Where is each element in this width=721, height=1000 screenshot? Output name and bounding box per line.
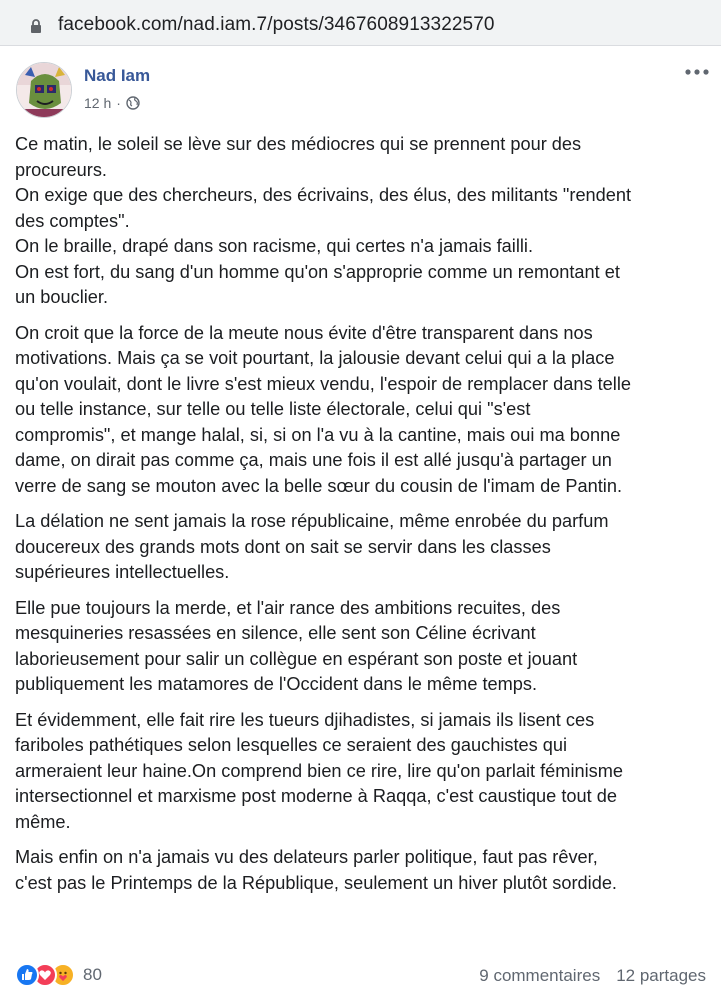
- url-text: facebook.com/nad.iam.7/posts/3467608913322570: [58, 14, 495, 35]
- text-line: mesquineries resassées en silence, elle sent son Céline écrivant: [15, 623, 536, 643]
- text-line: fariboles pathétiques selon lesquelles ce seraient des gauchistes qui: [15, 735, 568, 755]
- text-line: Mais enfin on n'a jamais vu des delateurs parler politique, faut pas rêver,: [15, 847, 598, 867]
- post-time[interactable]: 12 h: [84, 95, 112, 111]
- text-line: Elle pue toujours la merde, et l'air rance des ambitions recuites, des: [15, 597, 561, 618]
- text-line: doucereux des grands mots dont on sait se servir dans les classes: [15, 536, 551, 557]
- text-line: verre de sang se mouton avec la belle sœur du cousin de l'imam de Pantin.: [15, 475, 623, 496]
- text-line: qu'on voulait, dont le livre s'est mieux vendu, l'espoir de remplacer dans telle: [15, 373, 631, 394]
- text-line: On croit que la force de la meute nous évite d'être transparent dans nos: [15, 322, 593, 343]
- post-paragraph: [15, 321, 711, 500]
- text-line: dame, on dirait pas comme ça, mais une fois il est allé jusqu'à partager un: [15, 450, 612, 470]
- comments-link[interactable]: 9 commentaires: [479, 966, 601, 985]
- shares-link[interactable]: 12 partages: [616, 966, 706, 985]
- post-paragraph: [15, 132, 711, 311]
- text-line: On est fort, du sang d'un homme qu'on s'approprie comme un remontant et: [15, 261, 620, 282]
- text-line: armeraient leur haine.On comprend bien ce rire, lire qu'on parlait féminisme: [15, 760, 623, 781]
- like-icon: [15, 963, 39, 987]
- text-line: compromis", et mange halal, si, si on l'a vu à la cantine, mais oui ma bonne: [15, 424, 621, 445]
- text-line: procureurs.: [15, 159, 107, 180]
- text-line: des comptes".: [15, 210, 130, 231]
- post-paragraph: [15, 596, 711, 698]
- text-line: même.: [15, 811, 71, 832]
- post-paragraph: [15, 708, 711, 836]
- globe-icon[interactable]: [126, 96, 140, 110]
- text-line: On exige que des chercheurs, des écrivains, des élus, des militants "rendent: [15, 185, 632, 205]
- post-author[interactable]: Nad Iam: [84, 66, 151, 85]
- text-line: ou telle instance, sur telle ou telle liste électorale, celui qui "s'est: [15, 399, 531, 419]
- text-line: motivations. Mais ça se voit pourtant, la jalousie devant celui qui a la place: [15, 348, 615, 368]
- text-line: Ce matin, le soleil se lève sur des médiocres qui se prennent pour des: [15, 134, 582, 154]
- reactions-summary[interactable]: [15, 963, 102, 987]
- text-line: supérieures intellectuelles.: [15, 562, 230, 582]
- text-line: c'est pas le Printemps de la République, seulement un hiver plutôt sordide.: [15, 872, 617, 893]
- text-line: intersectionnel et marxisme post moderne à Raqqa, c'est caustique tout de: [15, 786, 617, 806]
- text-line: publiquement les matamores de l'Occident dans le même temps.: [15, 674, 538, 694]
- text-line: laborieusement pour salir un collègue en espérant son poste et jouant: [15, 648, 578, 669]
- avatar-image: [17, 63, 72, 118]
- post-paragraph: [15, 845, 711, 896]
- post-footer: [0, 958, 721, 996]
- text-line: un bouclier.: [15, 287, 109, 307]
- reaction-count: 80: [83, 965, 102, 984]
- url-field[interactable]: [8, 4, 714, 42]
- text-line: Et évidemment, elle fait rire les tueurs djihadistes, si jamais ils lisent ces: [15, 709, 595, 730]
- post-body: [15, 132, 711, 906]
- browser-address-bar: [0, 0, 721, 46]
- avatar[interactable]: [16, 62, 72, 118]
- engagement-counts: [479, 966, 706, 986]
- post-paragraph: [15, 509, 711, 586]
- text-line: La délation ne sent jamais la rose républicaine, même enrobée du parfum: [15, 511, 609, 531]
- more-options-icon[interactable]: [683, 62, 711, 82]
- lock-icon: [30, 18, 42, 34]
- post-meta: [84, 95, 140, 111]
- meta-separator: ·: [116, 95, 121, 111]
- text-line: On le braille, drapé dans son racisme, qui certes n'a jamais failli.: [15, 236, 534, 256]
